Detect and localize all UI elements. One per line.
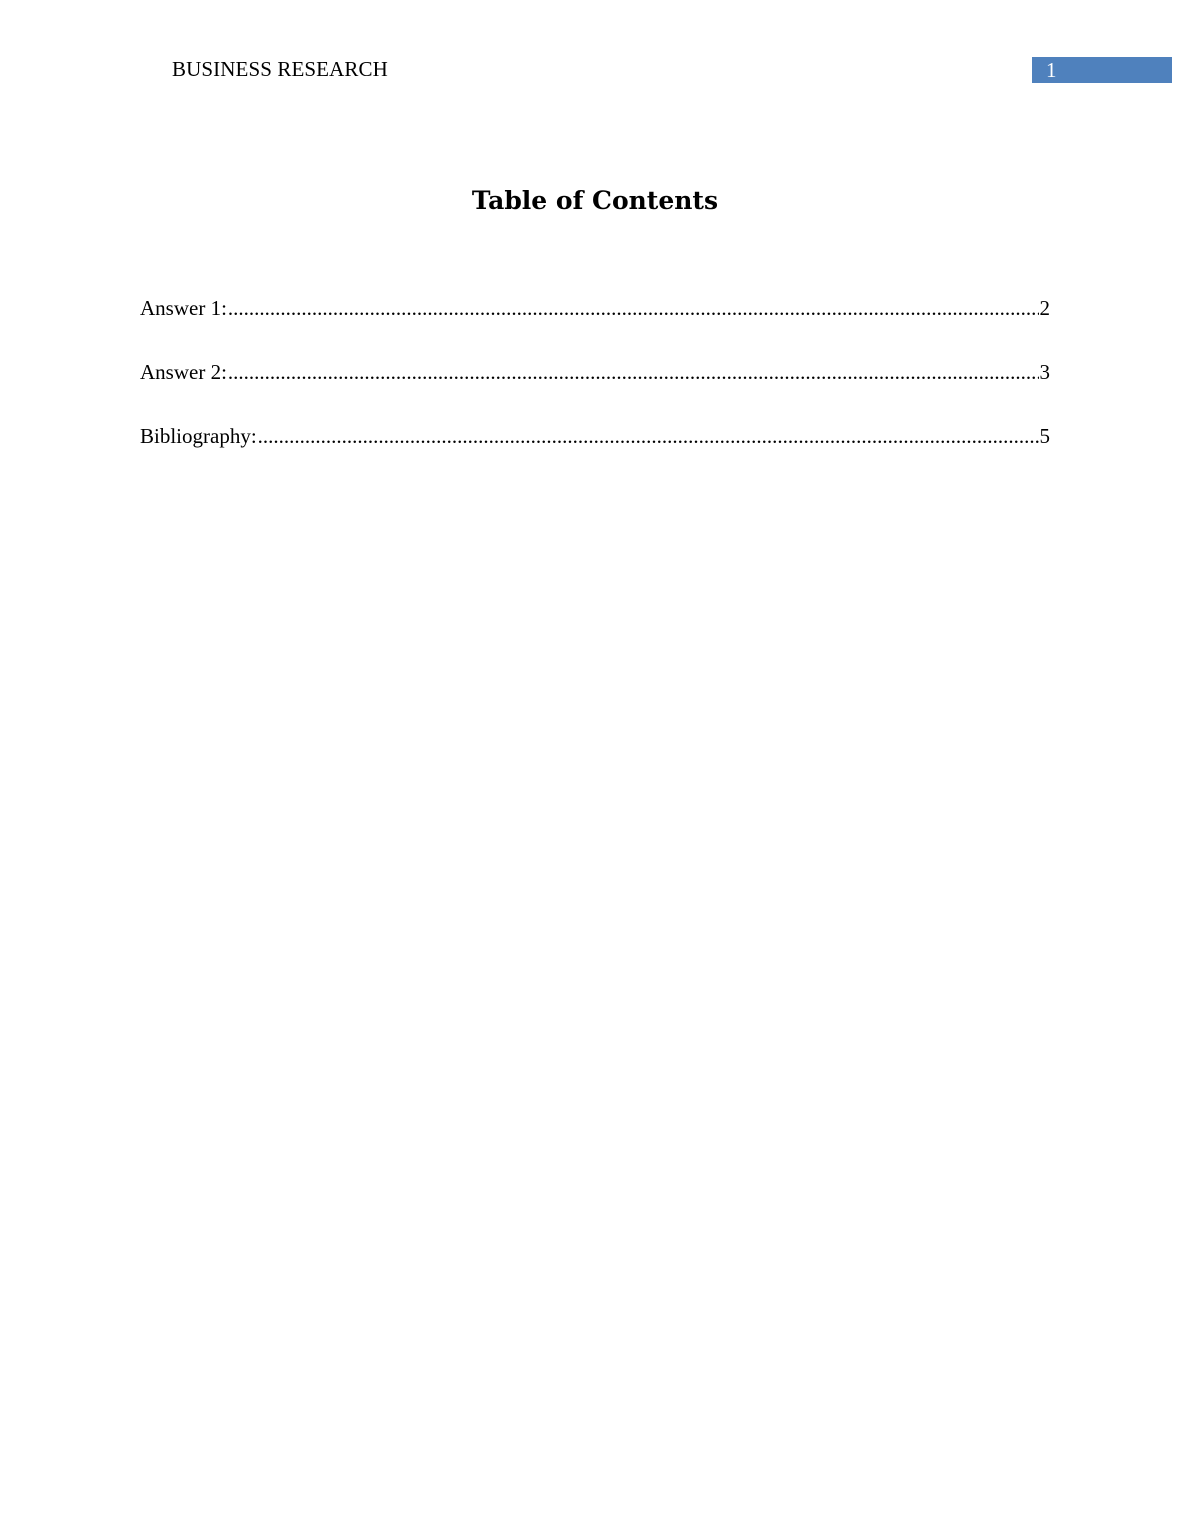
page-number: 1: [1046, 58, 1057, 82]
toc-entry-label: Answer 2:: [140, 360, 227, 384]
running-head: BUSINESS RESEARCH: [172, 57, 388, 81]
toc-entry-page: 5: [1039, 424, 1050, 448]
toc-title: Table of Contents: [471, 186, 719, 215]
toc-entry-page: 2: [1039, 296, 1050, 320]
toc-entry-answer-1[interactable]: [140, 296, 1050, 360]
toc-entry-label: Answer 1:: [140, 296, 227, 320]
toc-list: [140, 296, 1050, 488]
toc-entry-page: 3: [1039, 360, 1050, 384]
page-number-badge: [1032, 57, 1172, 83]
toc-entry-answer-2[interactable]: [140, 360, 1050, 424]
toc-entry-bibliography[interactable]: [140, 424, 1050, 488]
toc-dot-leader: [228, 360, 1039, 385]
toc-dot-leader: [228, 296, 1039, 321]
toc-entry-label: Bibliography:: [140, 424, 257, 448]
toc-dot-leader: [258, 424, 1039, 449]
